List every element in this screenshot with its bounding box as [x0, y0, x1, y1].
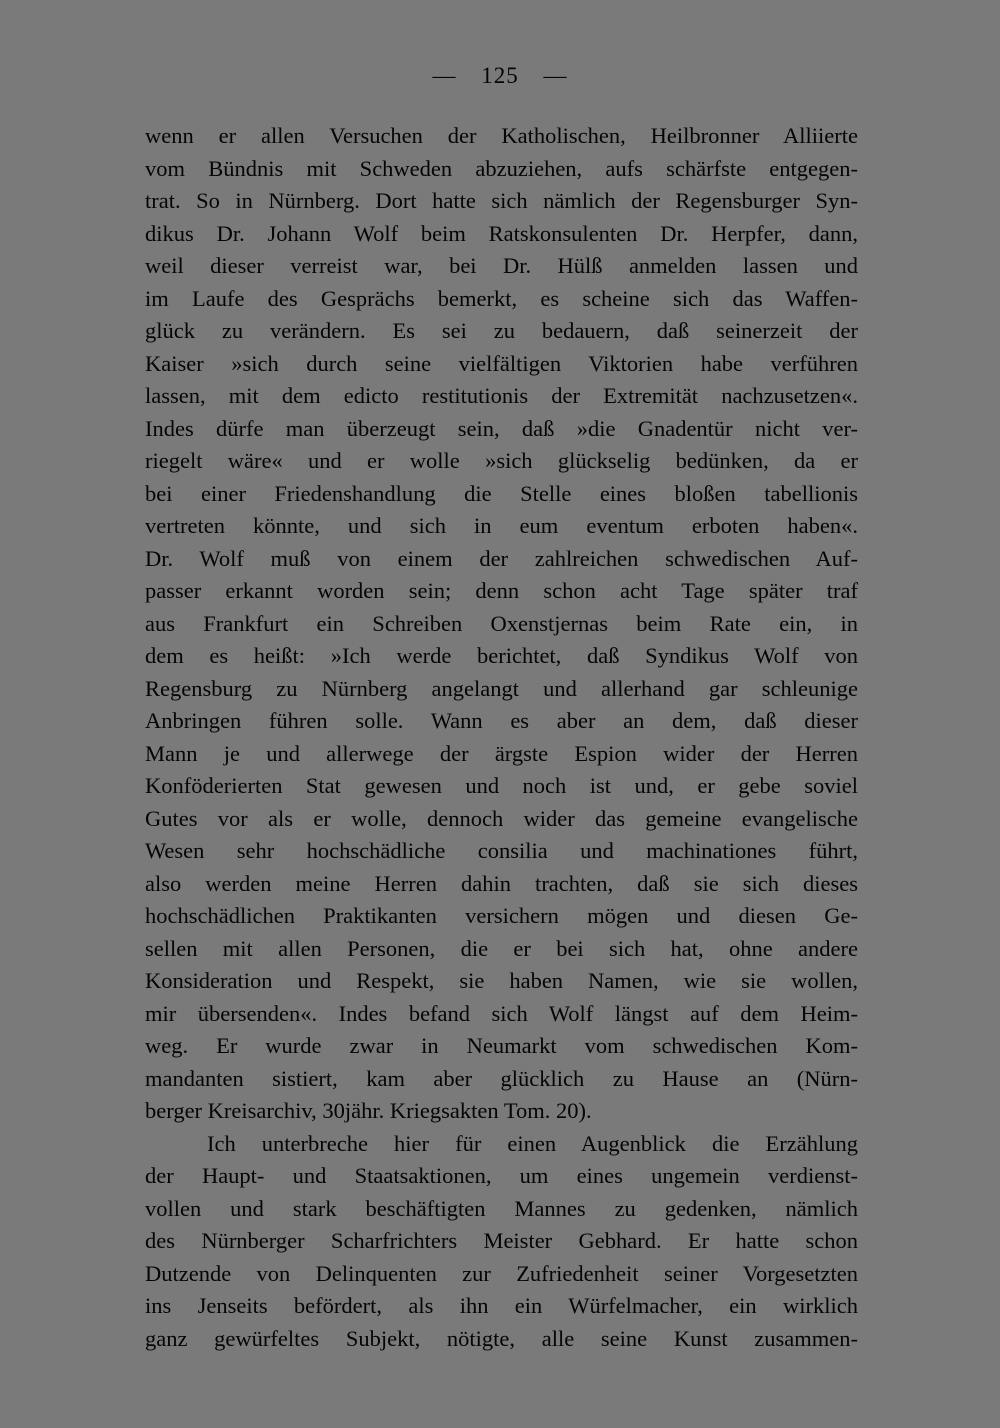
- text-line: Dutzende von Delinquenten zur Zufriedenheit seiner Vorgesetzten: [145, 1260, 858, 1286]
- text-line: weg. Er wurde zwar in Neumarkt vom schwedischen Kom-: [145, 1033, 858, 1058]
- text-line: vollen und stark beschäftigten Mannes zu gedenken, nämlich: [145, 1195, 858, 1221]
- text-line: hochschädlichen Praktikanten versichern mögen und diesen Ge-: [145, 903, 858, 928]
- text-line: glück zu verändern. Es sei zu bedauern, daß seinerzeit der: [145, 318, 858, 343]
- text-line: dikus Dr. Johann Wolf beim Ratskonsulenten Dr. Herpfer, dann,: [145, 220, 858, 246]
- text-line: aus Frankfurt ein Schreiben Oxenstjernas beim Rate ein, in: [145, 610, 858, 636]
- text-line: weil dieser verreist war, bei Dr. Hülß anmelden lassen und: [145, 253, 858, 278]
- text-line: ganz gewürfeltes Subjekt, nötigte, alle seine Kunst zusammen-: [145, 1325, 858, 1351]
- text-line: Konföderierten Stat gewesen und noch ist und, er gebe soviel: [145, 773, 858, 798]
- text-line: sellen mit allen Personen, die er bei sich hat, ohne andere: [145, 935, 858, 961]
- header-dash-right: —: [543, 63, 568, 88]
- text-line: vertreten könnte, und sich in eum eventum erboten haben«.: [145, 513, 858, 538]
- text-line: Mann je und allerwege der ärgste Espion wider der Herren: [145, 740, 858, 766]
- text-line: ins Jenseits befördert, als ihn ein Würfelmacher, ein wirklich: [145, 1293, 858, 1318]
- text-line: im Laufe des Gesprächs bemerkt, es scheine sich das Waffen-: [145, 285, 858, 311]
- page-number: 125: [481, 63, 519, 88]
- header-dash-left: —: [432, 63, 457, 88]
- body-text: [145, 120, 858, 1355]
- text-line: vom Bündnis mit Schweden abzuziehen, aufs schärfste entgegen-: [145, 155, 858, 181]
- text-line: passer erkannt worden sein; denn schon acht Tage später traf: [145, 578, 858, 603]
- text-line: Gutes vor als er wolle, dennoch wider das gemeine evangelische: [145, 805, 858, 831]
- text-line: Indes dürfe man überzeugt sein, daß »die Gnadentür nicht ver-: [145, 415, 858, 441]
- text-line: Konsideration und Respekt, sie haben Namen, wie sie wollen,: [145, 968, 858, 993]
- text-line: mir übersenden«. Indes befand sich Wolf längst auf dem Heim-: [145, 1000, 858, 1026]
- text-line: des Nürnberger Scharfrichters Meister Gebhard. Er hatte schon: [145, 1228, 858, 1253]
- text-line: Anbringen führen solle. Wann es aber an dem, daß dieser: [145, 708, 858, 733]
- text-line: riegelt wäre« und er wolle »sich glückselig bedünken, da er: [145, 448, 858, 473]
- text-line: berger Kreisarchiv, 30jähr. Kriegsakten Tom. 20).: [145, 1098, 592, 1123]
- text-line: Kaiser »sich durch seine vielfältigen Viktorien habe verführen: [145, 350, 858, 376]
- text-line: Wesen sehr hochschädliche consilia und machinationes führt,: [145, 838, 858, 863]
- text-line: also werden meine Herren dahin trachten, daß sie sich dieses: [145, 870, 858, 896]
- text-line: der Haupt- und Staatsaktionen, um eines ungemein verdienst-: [145, 1163, 858, 1188]
- text-line: trat. So in Nürnberg. Dort hatte sich nämlich der Regensburger Syn-: [145, 188, 858, 213]
- text-line: lassen, mit dem edicto restitutionis der Extremität nachzusetzen«.: [145, 383, 858, 408]
- text-line: dem es heißt: »Ich werde berichtet, daß Syndikus Wolf von: [145, 643, 858, 668]
- page-header: [0, 63, 1000, 89]
- text-line: wenn er allen Versuchen der Katholischen, Heilbronner Alliierte: [145, 123, 858, 148]
- text-line: mandanten sistiert, kam aber glücklich zu Hause an (Nürn-: [145, 1065, 858, 1091]
- text-line: Dr. Wolf muß von einem der zahlreichen schwedischen Auf-: [145, 545, 858, 571]
- text-line: bei einer Friedenshandlung die Stelle eines bloßen tabellionis: [145, 480, 858, 506]
- text-line: Regensburg zu Nürnberg angelangt und allerhand gar schleunige: [145, 675, 858, 701]
- text-line: Ich unterbreche hier für einen Augenblick die Erzählung: [207, 1130, 858, 1156]
